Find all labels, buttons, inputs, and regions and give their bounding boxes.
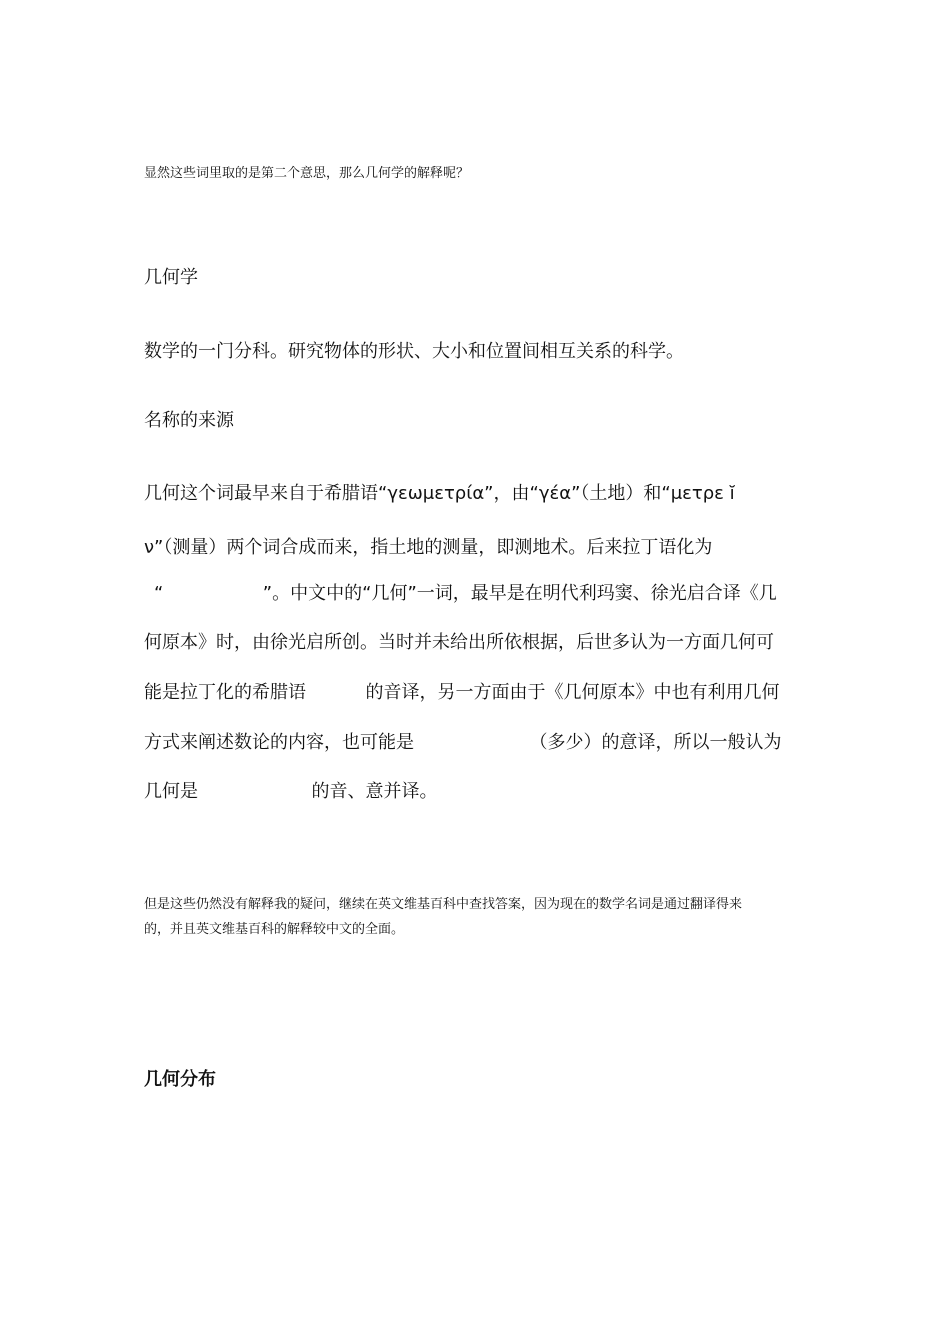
paragraph-line-6-text-a: 方式来阐述数论的内容，也可能是 (144, 732, 414, 753)
paragraph-line-5-text-a: 能是拉丁化的希腊语 (144, 682, 306, 703)
paragraph-line-2: ν”（测量）两个词合成而来，指土地的测量，即测地术。后来拉丁语化为 (144, 537, 713, 558)
summary-line-2: 的，并且英文维基百科的解释较中文的全面。 (144, 922, 405, 937)
section-title: 名称的来源 (144, 410, 234, 431)
summary-line-1: 但是这些仍然没有解释我的疑问，继续在英文维基百科中查找答案，因为现在的数学名词是通过翻译得来 (144, 897, 743, 912)
paragraph-line-6 (144, 731, 814, 755)
bottom-heading: 几何分布 (144, 1069, 216, 1090)
paragraph-line-7-text-b: 的音、意并译。 (311, 781, 438, 802)
paragraph-line-3 (144, 582, 814, 606)
paragraph-line-5-text-b: 的音译，另一方面由于《几何原本》中也有利用几何 (365, 682, 780, 703)
intro-line: 显然这些词里取的是第二个意思，那么几何学的解释呢？ (144, 166, 470, 181)
paragraph-line-4: 何原本》时，由徐光启所创。当时并未给出所依根据，后世多认为一方面几何可 (144, 632, 774, 653)
paragraph-line-1: 几何这个词最早来自于希腊语“γεωμετρία”，由“γέα”（土地）和“μετρε ĭ (144, 483, 735, 504)
definition-line: 数学的一门分科。研究物体的形状、大小和位置间相互关系的科学。 (144, 341, 684, 362)
paragraph-line-7 (144, 780, 814, 804)
paragraph-line-3-open-quote: “ (154, 583, 164, 604)
paragraph-line-3-text: ”。中文中的“几何”一词，最早是在明代利玛窦、徐光启合译《几 (262, 583, 777, 604)
paragraph-line-6-text-b: （多少）的意译，所以一般认为 (529, 732, 782, 753)
paragraph-line-7-text-a: 几何是 (144, 781, 198, 802)
paragraph-line-5 (144, 681, 814, 705)
term-heading: 几何学 (144, 267, 198, 288)
